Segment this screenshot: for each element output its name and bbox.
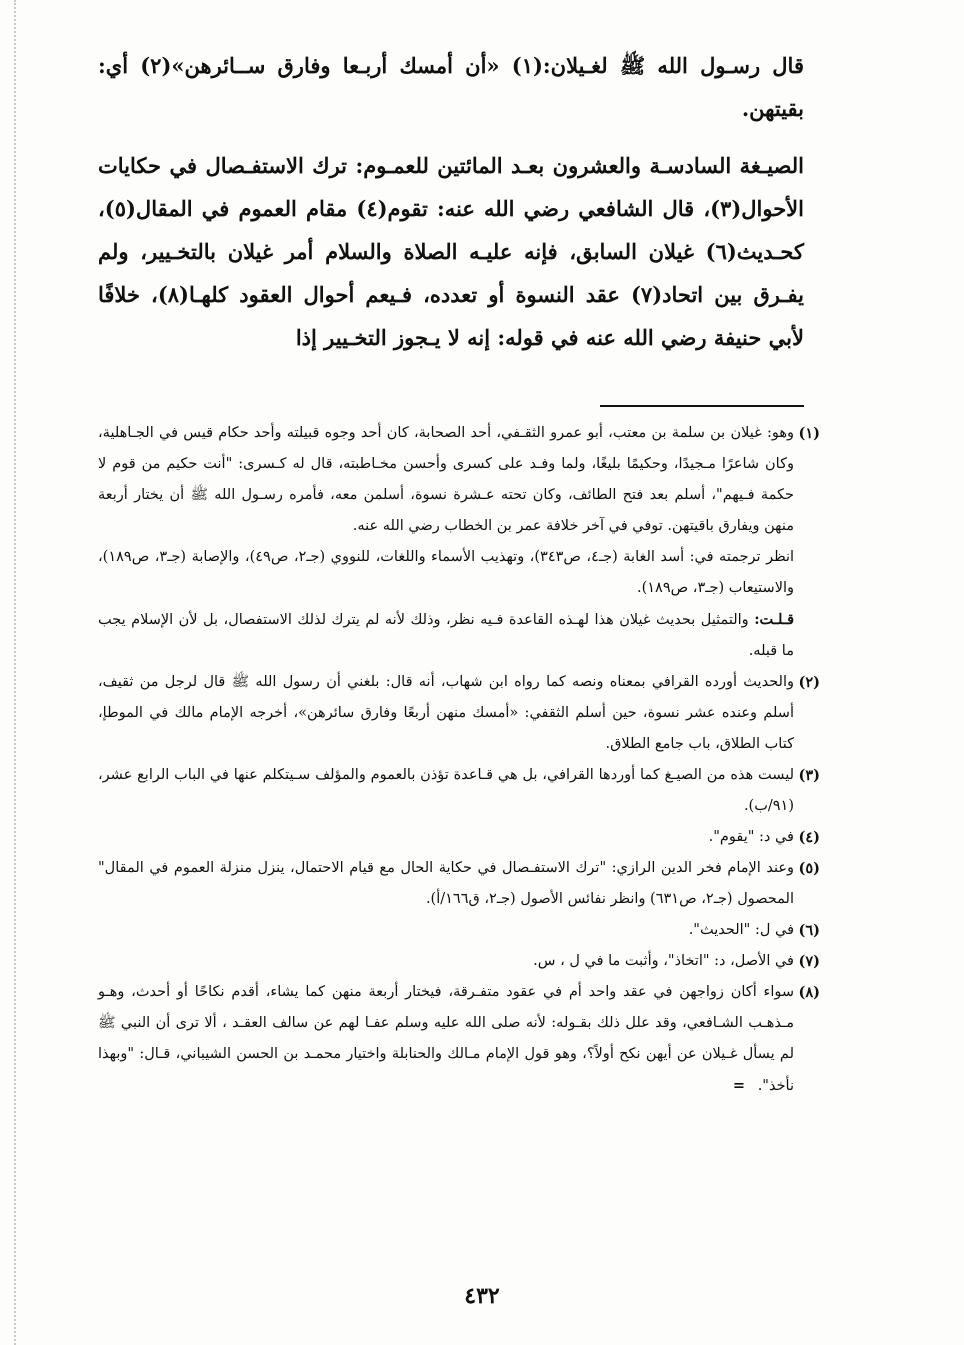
footnote-text: في الأصل، د: "اتخاذ"، وأثبت ما في ل ، س. xyxy=(533,953,794,969)
footnote-text: وعند الإمام فخر الدين الرازي: "ترك الاستفـصال في حكاية الحال مع قيام الاحتمال، ينزل منزلة العموم في المقال" المحصول (جـ٢، ص٦٣١) وانظر نفائس الأصول (جـ٢، ق١٦٦/أ). xyxy=(98,860,794,907)
footnote-number: (٢) xyxy=(798,674,820,691)
continuation-mark: = xyxy=(732,1077,746,1094)
footnote-8 xyxy=(98,977,820,1102)
footnote-text: ليست هذه من الصيـغ كما أوردها القرافي، بل هي قـاعدة تؤذن بالعموم والمؤلف سـيتكلم عنها في الباب الرابع عشر، (٩١/ب). xyxy=(98,767,794,814)
footnote-number: (٤) xyxy=(798,829,820,846)
paragraph-2: الصيـغة السادسـة والعشرون بعـد المائتين للعمـوم: ترك الاستفـصال في حكايات الأحوال(٣)، قال الشافعي رضي الله عنه: تقوم(٤) مقام العموم في المقال(٥)، كحـديث(٦) غيلان السابق، فإنه عليـه الصلاة والسلام أمر غيلان بالتخـيير، ولم يفـرق بين اتحاد(٧) عقد النسوة أو تعدده، فـيعم أحوال العقود كلهـا(٨)، خلافًا لأبي حنيفة رضي الله عنه في قوله: إنه لا يـجوز التخـيير إذا xyxy=(98,153,804,350)
footnote-text: في ل: "الحديث". xyxy=(688,922,794,938)
footnote-4 xyxy=(98,822,820,853)
main-body-text xyxy=(98,44,804,359)
footnote-divider xyxy=(600,405,804,407)
footnote-number: (٦) xyxy=(798,922,820,939)
footnote-text: في د: "يقوم". xyxy=(708,829,794,845)
footnote-reference: انظر ترجمته في: أسد الغابة (جـ٤، ص٣٤٣)، وتهذيب الأسماء واللغات، للنووي (جـ٢، ص٤٩)، والإصابة (جـ٣، ص١٨٩)، والاستيعاب (جـ٣، ص١٨٩). xyxy=(98,549,795,596)
footnote-text: والحديث أورده القرافي بمعناه ونصه كما رواه ابن شهاب، أنه قال: بلغني أن رسول الله ﷺ قال لرجل من ثقيف، أسلم وعنده عشر نسوة، حين أسلم الثقفي: «أمسك منهن أربعًا وفارق سائرهن»، أخرجه الإمام مالك في الموطإ، كتاب الطلاق، باب جامع الطلاق. xyxy=(98,674,794,752)
footnote-3 xyxy=(98,760,820,822)
footnote-number: (١) xyxy=(798,425,820,442)
footnote-text: سواء أكان زواجهن في عقد واحد أم في عقود متفـرقة، فيختار أربعة منهن كما يشاء، أقدم نكاحًا أو أحدث، وهـو مـذهـب الشـافعي، وقد علل ذلك بقـوله: لأنه صلى الله عليه وسلم عفـا لهم عن سالف العقـد ، ألا ترى أن النبي ﷺ لم يسأل غـيلان عن أيهن نكح أولاً؟، وهو قول الإمام مـالك والحنابلة واختيار محمـد بن الحسن الشيباني، قـال: "وبهذا نأخذ". xyxy=(98,984,794,1094)
remark-label: قـلـت: xyxy=(754,611,795,628)
footnote-text: وهو: غيلان بن سلمة بن معتب، أبو عمرو الثقـفي، أحد الصحابة، كان أحد وجوه قبيلته وأحد حكام قيس في الجـاهلية، وكان شاعرًا مـجيدًا، وحكيمًا بليغًا، ولما وفـد على كسرى وأحسن مخـاطبته، قال له كـسرى: "أنت حكيم من قوم لا حكمة فـيهم"، أسلم بعد فتح الطائف، وكان تحته عـشرة نسوة، أسلمن معه، فأمره رسـول الله ﷺ أن يختار أربعة منهن ويفارق باقيتهن. توفي في آخر خلافة عمر بن الخطاب رضي الله عنه. xyxy=(98,425,794,534)
footnote-number: (٥) xyxy=(798,860,820,877)
footnote-2 xyxy=(98,667,820,760)
page-number: ٤٣٢ xyxy=(464,1283,500,1309)
footnote-number: (٧) xyxy=(798,953,820,970)
footnote-number: (٣) xyxy=(798,767,820,784)
scan-edge-dots xyxy=(14,0,17,1345)
footnote-7 xyxy=(98,946,820,977)
footnote-6 xyxy=(98,915,820,946)
footnote-1 xyxy=(98,418,820,667)
footnote-number: (٨) xyxy=(798,984,820,1001)
footnote-remark xyxy=(98,604,794,667)
paragraph-1: قال رسـول الله ﷺ لغـيلان:(١) «أن أمسك أربـعا وفارق ســائرهن»(٢) أي: بقيتهن. xyxy=(98,53,804,121)
remark-text: والتمثيل بحديث غيلان هذا لهـذه القاعدة فـيه نظر، وذلك لأنه لم يترك لذلك الاستفصال، بل لأن الإسلام يجب ما قبله. xyxy=(98,612,794,659)
footnote-5 xyxy=(98,853,820,915)
footnotes-section xyxy=(98,418,820,1102)
